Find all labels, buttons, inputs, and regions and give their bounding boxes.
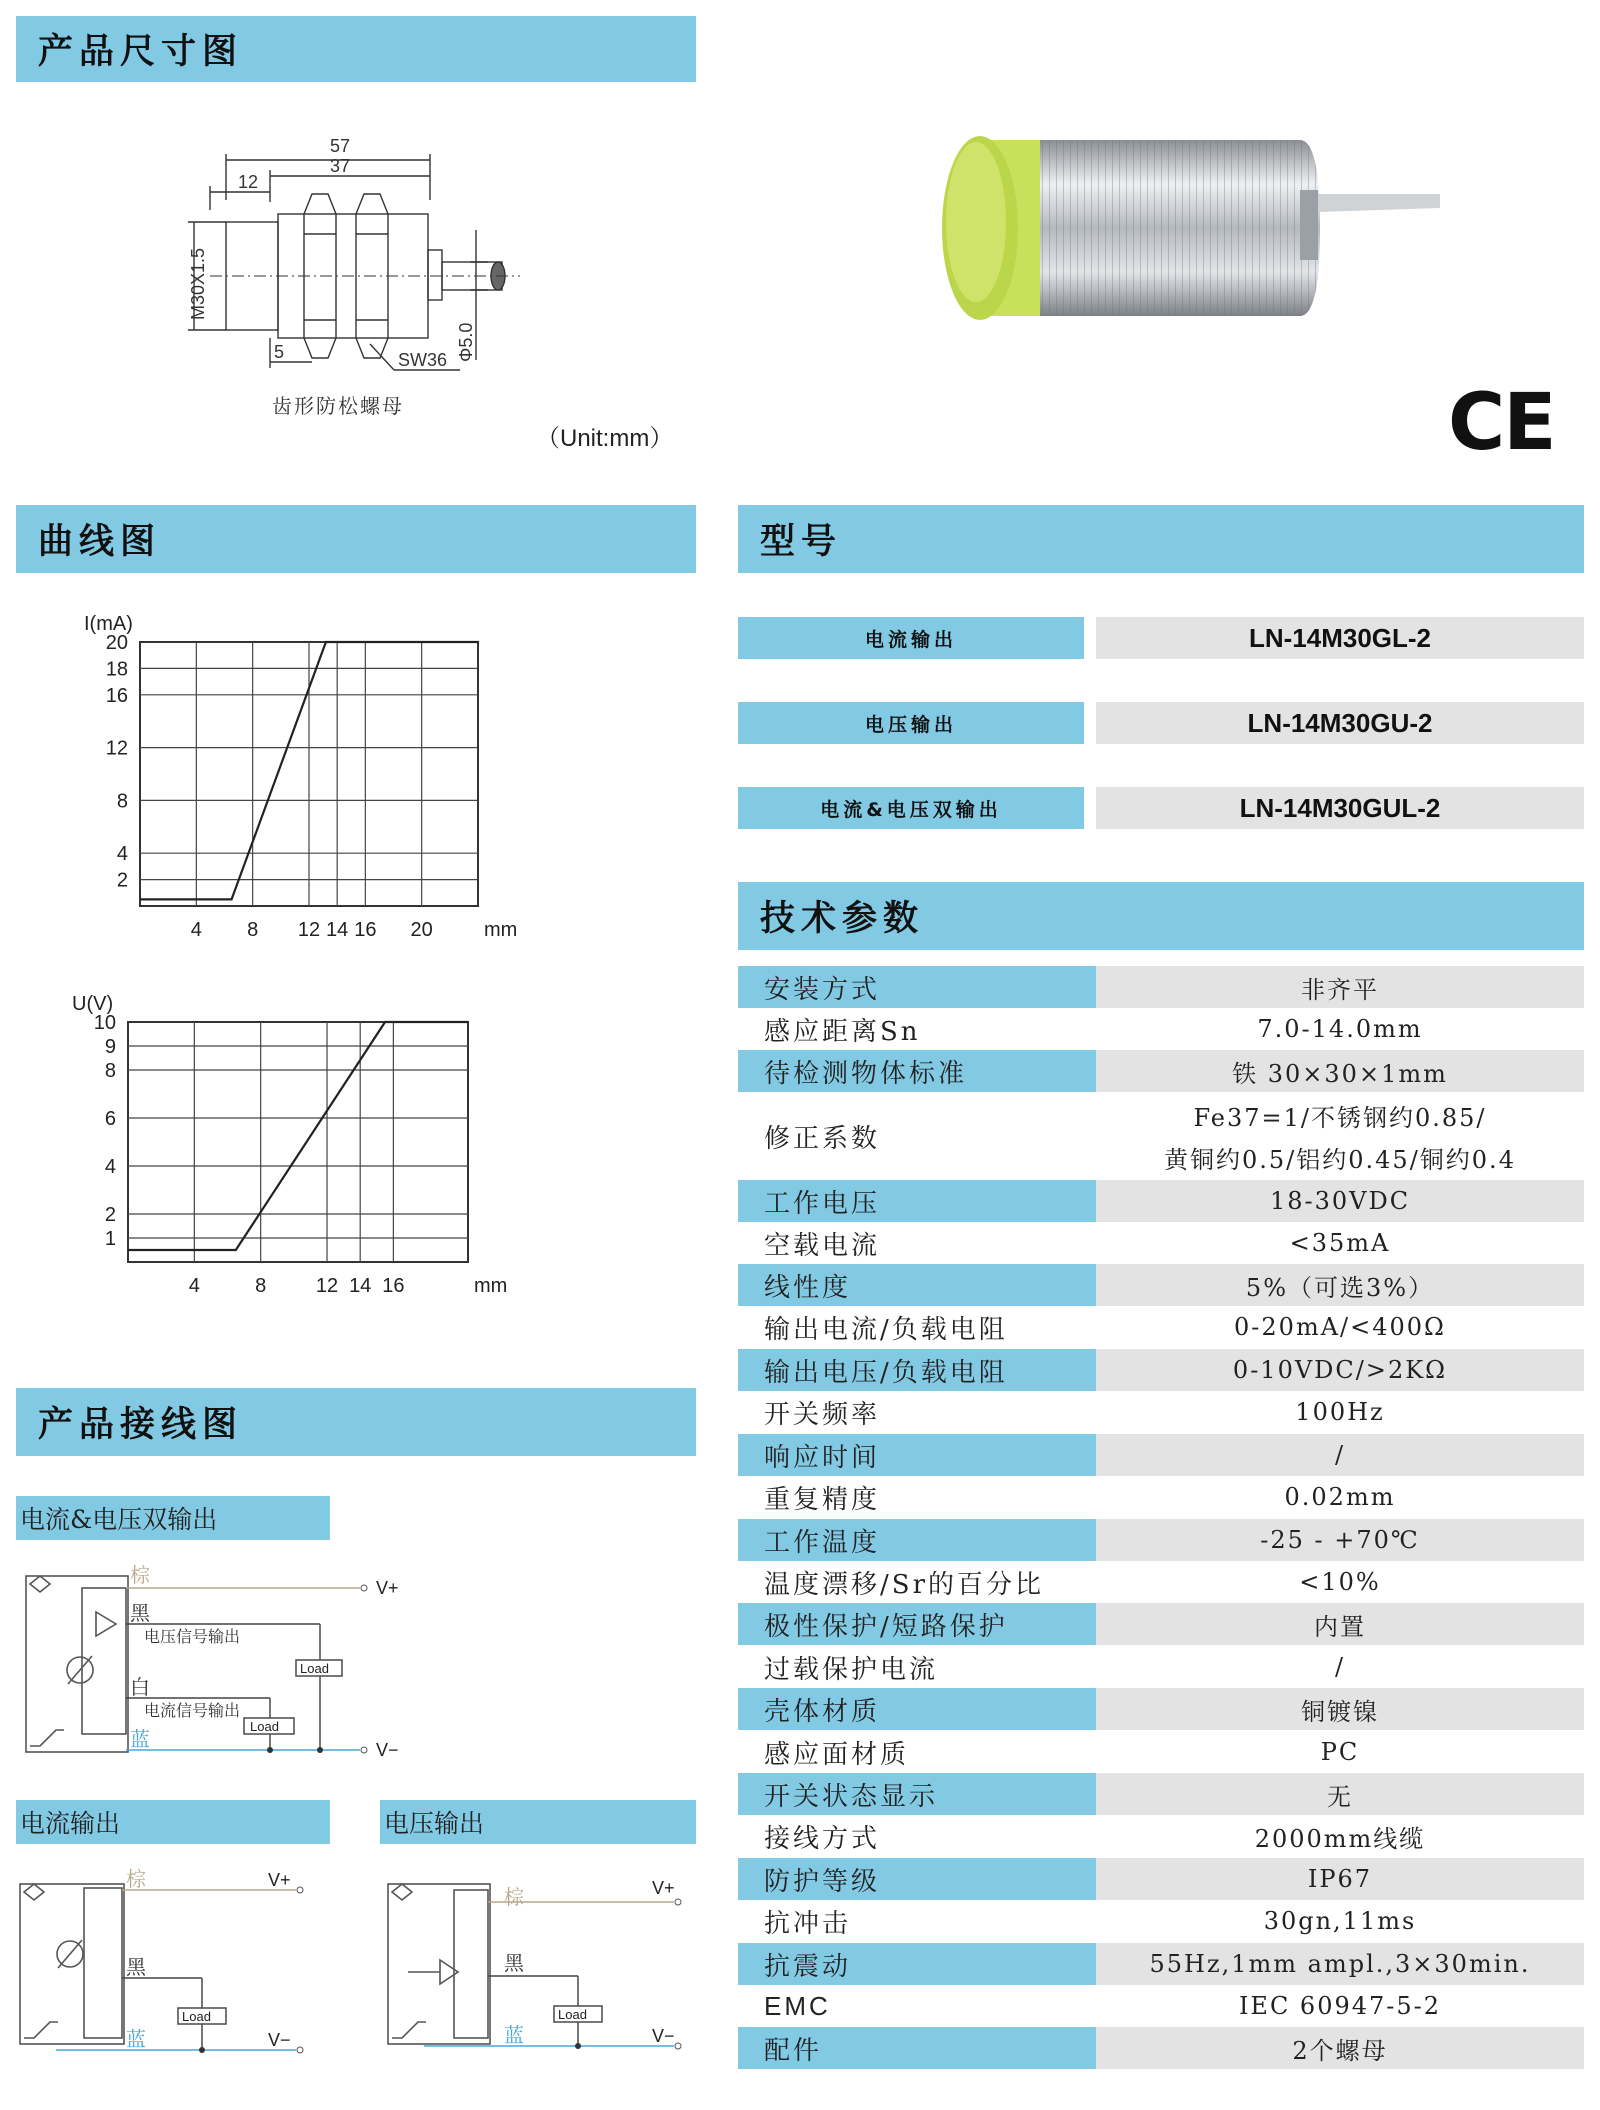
y-tick-label: 9 xyxy=(104,1036,116,1058)
y-axis-label: U(V) xyxy=(72,993,114,1015)
spec-value: 55Hz,1mm ampl.,3×30min. xyxy=(1096,1943,1584,1985)
spec-value: PC xyxy=(1320,1738,1360,1766)
y-tick-label: 6 xyxy=(104,1108,116,1130)
nut-caption: 齿形防松螺母 xyxy=(272,394,404,418)
product-photo xyxy=(860,110,1460,370)
plot-frame xyxy=(128,1022,468,1262)
wiring-dual-title: 电流&电压双输出 xyxy=(20,1505,218,1534)
y-tick-label: 10 xyxy=(93,1012,116,1034)
section-title: 技术参数 xyxy=(760,899,925,939)
load-label: Load xyxy=(182,2009,211,2024)
y-tick-label: 16 xyxy=(105,684,128,707)
wire-white: 白 xyxy=(130,1677,150,1699)
section-dimension-header xyxy=(16,16,696,82)
spec-value: 铜镀镍 xyxy=(1096,1688,1584,1730)
spec-label: 壳体材质 xyxy=(738,1688,1110,1730)
spec-value: / xyxy=(1334,1653,1346,1681)
wiring-current-title: 电流输出 xyxy=(20,1809,121,1838)
vminus-label: V− xyxy=(652,2026,675,2046)
section-title: 型号 xyxy=(760,522,843,562)
model-value: LN-14M30GU-2 xyxy=(1096,702,1584,744)
spec-label: 极性保护/短路保护 xyxy=(738,1603,1110,1645)
spec-label: 开关频率 xyxy=(764,1399,881,1430)
load-label: Load xyxy=(250,1719,279,1734)
spec-value: 18-30VDC xyxy=(1096,1180,1584,1222)
wire-black: 黑 xyxy=(126,1957,146,1979)
x-tick-label: 14 xyxy=(326,919,349,941)
wire-brown: 棕 xyxy=(504,1887,524,1909)
x-tick-label: 4 xyxy=(190,919,202,941)
spec-label: 抗冲击 xyxy=(764,1908,852,1939)
y-axis-label: I(mA) xyxy=(84,613,133,635)
wiring-voltage-title-bar xyxy=(380,1800,696,1844)
x-tick-label: 16 xyxy=(354,919,377,941)
spec-value: Fe37=1/不锈钢约0.85/ xyxy=(1193,1103,1487,1132)
dim-5: 5 xyxy=(274,342,285,362)
wiring-current-diagram xyxy=(16,1866,316,2066)
current-curve-chart xyxy=(70,610,518,950)
spec-label: 感应面材质 xyxy=(764,1739,910,1770)
dimension-drawing xyxy=(170,130,530,430)
spec-label: 重复精度 xyxy=(764,1484,881,1515)
spec-label: 输出电流/负载电阻 xyxy=(764,1314,1008,1345)
spec-label: 线性度 xyxy=(738,1264,1110,1306)
wire-brown: 棕 xyxy=(126,1869,146,1891)
x-tick-label: 12 xyxy=(297,919,321,941)
y-tick-label: 20 xyxy=(105,632,128,654)
wire-black: 黑 xyxy=(504,1953,524,1975)
spec-value: 2000mm线缆 xyxy=(1254,1824,1426,1853)
unit-note: （Unit:mm） xyxy=(536,425,674,452)
section-wiring-header xyxy=(16,1388,696,1456)
wire-blue: 蓝 xyxy=(126,2029,146,2051)
wiring-current-title-bar xyxy=(16,1800,330,1844)
spec-value: <10% xyxy=(1299,1568,1381,1596)
spec-value: 2个螺母 xyxy=(1096,2027,1584,2069)
wrench-size: SW36 xyxy=(398,350,448,370)
spec-value: 内置 xyxy=(1096,1603,1584,1645)
spec-label: 输出电压/负载电阻 xyxy=(738,1349,1110,1391)
model-value: LN-14M30GL-2 xyxy=(1096,617,1584,659)
spec-label: 感应距离Sn xyxy=(764,1016,921,1047)
spec-label: 抗震动 xyxy=(738,1943,1110,1985)
spec-label: 修正系数 xyxy=(764,1123,881,1154)
wire-blue: 蓝 xyxy=(130,1729,150,1751)
spec-label: 接线方式 xyxy=(764,1823,881,1854)
x-tick-label: 8 xyxy=(255,1275,267,1297)
wire-brown: 棕 xyxy=(130,1565,150,1587)
wiring-dual-diagram xyxy=(20,1560,420,1770)
wiring-dual-title-bar xyxy=(16,1496,330,1540)
y-tick-label: 18 xyxy=(105,658,128,681)
vminus-label: V− xyxy=(268,2030,291,2050)
vplus-label: V+ xyxy=(376,1578,399,1598)
spec-value: 7.0-14.0mm xyxy=(1257,1015,1423,1043)
y-tick-label: 2 xyxy=(116,869,128,892)
spec-label: EMC xyxy=(764,1990,831,2021)
x-tick-label: 14 xyxy=(349,1275,372,1297)
spec-value: IP67 xyxy=(1096,1858,1584,1900)
model-label: 电流输出 xyxy=(738,617,1084,659)
x-tick-label: 12 xyxy=(315,1275,339,1297)
model-value: LN-14M30GUL-2 xyxy=(1096,787,1584,829)
spec-label: 工作温度 xyxy=(738,1519,1110,1561)
dim-12: 12 xyxy=(238,172,259,192)
section-specs-header xyxy=(738,882,1584,950)
x-axis-label: mm xyxy=(484,919,518,941)
vplus-label: V+ xyxy=(268,1870,291,1890)
spec-value: 0-10VDC/>2KΩ xyxy=(1096,1349,1584,1391)
spec-label: 过载保护电流 xyxy=(764,1654,939,1685)
section-title: 产品尺寸图 xyxy=(38,32,244,72)
model-label: 电流&电压双输出 xyxy=(738,787,1084,829)
x-axis-label: mm xyxy=(474,1275,508,1297)
wiring-voltage-title: 电压输出 xyxy=(384,1809,485,1838)
y-tick-label: 2 xyxy=(104,1204,116,1226)
spec-value: / xyxy=(1096,1434,1584,1476)
section-curve-header xyxy=(16,505,696,573)
dim-57: 57 xyxy=(330,136,351,156)
spec-value: IEC 60947-5-2 xyxy=(1238,1992,1442,2020)
spec-value: 100Hz xyxy=(1295,1398,1385,1426)
section-model-header xyxy=(738,505,1584,573)
spec-label: 开关状态显示 xyxy=(738,1773,1110,1815)
y-tick-label: 1 xyxy=(104,1228,116,1250)
wiring-voltage-diagram xyxy=(384,1870,694,2070)
spec-value: 无 xyxy=(1096,1773,1584,1815)
spec-label: 安装方式 xyxy=(738,966,1110,1008)
spec-value: 非齐平 xyxy=(1096,966,1584,1008)
spec-label: 响应时间 xyxy=(738,1434,1110,1476)
x-tick-label: 4 xyxy=(188,1275,200,1297)
spec-label: 防护等级 xyxy=(738,1858,1110,1900)
load-label: Load xyxy=(558,2007,587,2022)
spec-value: 0-20mA/<400Ω xyxy=(1234,1313,1446,1341)
spec-value: 5%（可选3%） xyxy=(1096,1264,1584,1306)
x-tick-label: 16 xyxy=(382,1275,405,1297)
spec-label: 工作电压 xyxy=(738,1180,1110,1222)
wire-black: 黑 xyxy=(130,1603,150,1625)
spec-value: 0.02mm xyxy=(1284,1483,1396,1511)
spec-label: 待检测物体标准 xyxy=(738,1050,1110,1092)
spec-label: 空载电流 xyxy=(764,1230,881,1261)
vplus-label: V+ xyxy=(652,1878,675,1898)
load-label: Load xyxy=(300,1661,329,1676)
spec-value: 30gn,11ms xyxy=(1263,1907,1417,1935)
x-tick-label: 8 xyxy=(247,919,259,941)
model-label: 电压输出 xyxy=(738,702,1084,744)
y-tick-label: 4 xyxy=(116,843,128,866)
spec-value: -25 - +70℃ xyxy=(1096,1519,1584,1561)
spec-value: 铁 30×30×1mm xyxy=(1096,1050,1584,1092)
section-title: 曲线图 xyxy=(38,522,162,562)
x-tick-label: 20 xyxy=(410,919,433,941)
voltage-signal-label: 电压信号输出 xyxy=(144,1629,241,1646)
vminus-label: V− xyxy=(376,1740,399,1760)
spec-label: 配件 xyxy=(738,2027,1110,2069)
spec-value: <35mA xyxy=(1289,1229,1391,1257)
y-tick-label: 4 xyxy=(104,1156,116,1178)
wire-blue: 蓝 xyxy=(504,2025,524,2047)
thread-spec: M30X1.5 xyxy=(188,247,208,320)
ce-mark: CE xyxy=(1448,378,1555,468)
section-title: 产品接线图 xyxy=(38,1405,244,1445)
cable-diameter: Φ5.0 xyxy=(456,322,476,362)
dim-37: 37 xyxy=(330,156,351,176)
series-line xyxy=(128,1022,468,1250)
spec-label: 温度漂移/Sr的百分比 xyxy=(764,1569,1045,1600)
y-tick-label: 8 xyxy=(104,1060,116,1082)
y-tick-label: 12 xyxy=(105,737,128,760)
y-tick-label: 8 xyxy=(116,790,128,813)
voltage-curve-chart xyxy=(70,985,510,1305)
current-signal-label: 电流信号输出 xyxy=(144,1703,241,1720)
spec-value-line2: 黄铜约0.5/铝约0.45/铜约0.4 xyxy=(1164,1145,1516,1174)
